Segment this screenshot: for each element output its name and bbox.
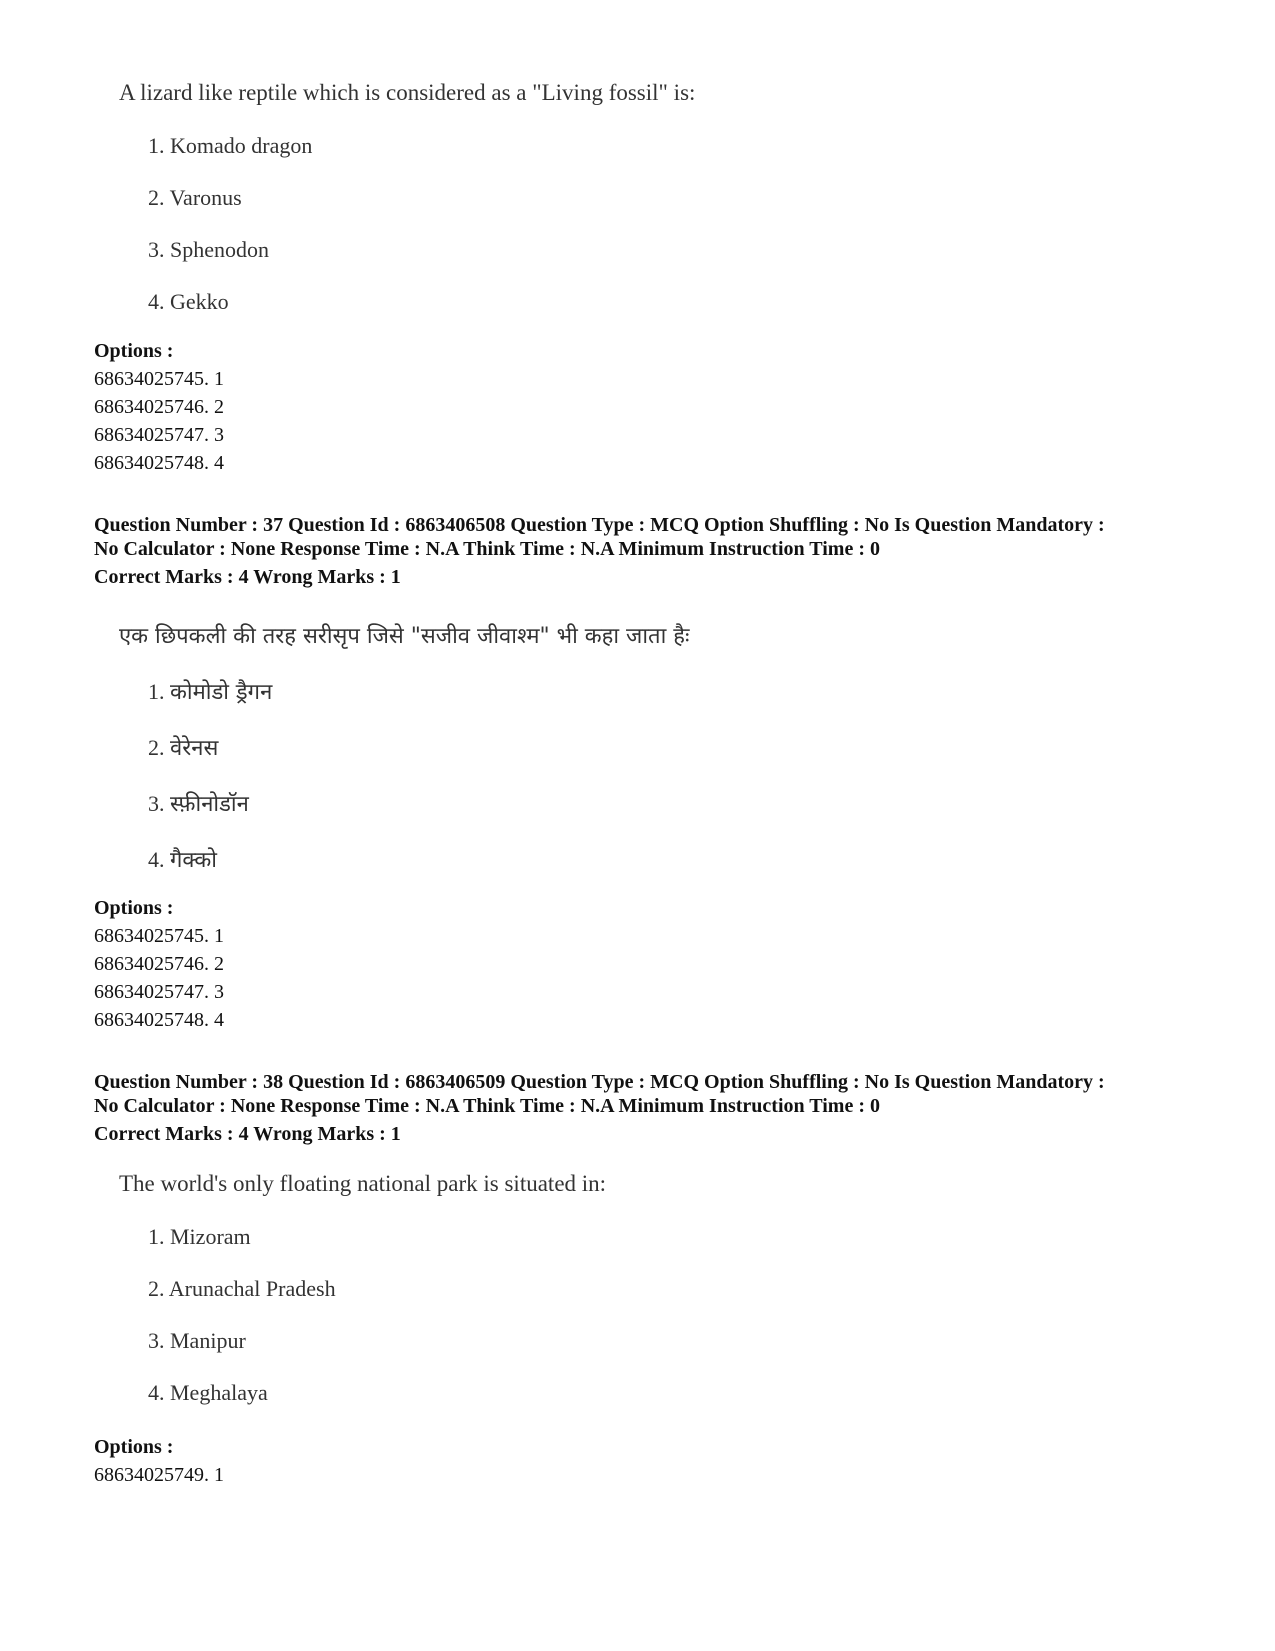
option-line: 68634025747. 3 [94, 424, 224, 446]
choice-text: Sphenodon [170, 237, 269, 262]
choice-36-3 [148, 237, 269, 263]
choice-number: 4. [148, 1380, 165, 1405]
meta-line: No Calculator : None Response Time : N.A Think Time : N.A Minimum Instruction Time : 0 [94, 538, 880, 560]
marks-37: Correct Marks : 4 Wrong Marks : 1 [94, 566, 401, 588]
choice-text: Mizoram [170, 1224, 251, 1249]
marks-38: Correct Marks : 4 Wrong Marks : 1 [94, 1123, 401, 1145]
option-line: 68634025748. 4 [94, 452, 224, 474]
options-label-37: Options : [94, 897, 174, 919]
question-text-38: The world's only floating national park is situated in: [119, 1171, 607, 1196]
choice-number: 3. [148, 791, 165, 816]
choice-number: 2. [148, 185, 165, 210]
choice-38-1 [148, 1224, 251, 1250]
question-text-36: A lizard like reptile which is considered as a "Living fossil" is: [119, 80, 696, 105]
choice-37-3 [148, 788, 249, 818]
choice-number: 4. [148, 847, 165, 872]
choice-38-2 [148, 1276, 336, 1302]
choice-37-2 [148, 732, 218, 762]
choice-37-1 [148, 676, 272, 706]
choice-text: Meghalaya [170, 1380, 268, 1405]
meta-line: Question Number : 38 Question Id : 6863406509 Question Type : MCQ Option Shuffling : No Is Question Mandatory : [94, 1071, 1105, 1093]
option-line: 68634025746. 2 [94, 396, 224, 418]
option-line: 68634025745. 1 [94, 925, 224, 947]
option-line: 68634025748. 4 [94, 1009, 224, 1031]
option-line: 68634025749. 1 [94, 1464, 224, 1486]
choice-number: 2. [148, 1276, 165, 1301]
options-label-36: Options : [94, 340, 174, 362]
choice-number: 1. [148, 679, 165, 704]
meta-line: No Calculator : None Response Time : N.A Think Time : N.A Minimum Instruction Time : 0 [94, 1095, 880, 1117]
choice-text: गैक्को [170, 848, 217, 873]
choice-text: स्फ़ीनोडॉन [170, 792, 249, 817]
choice-text: वेरेनस [170, 736, 219, 761]
choice-text: Varonus [169, 185, 242, 210]
choice-38-3 [148, 1328, 246, 1354]
choice-37-4 [148, 844, 217, 874]
choice-text: Komado dragon [170, 133, 313, 158]
question-meta-38 [94, 1070, 1204, 1118]
option-line: 68634025747. 3 [94, 981, 224, 1003]
choice-number: 2. [148, 735, 165, 760]
choice-36-1 [148, 133, 312, 159]
choice-text: Gekko [170, 289, 229, 314]
question-meta-37 [94, 513, 1204, 561]
choice-number: 1. [148, 1224, 165, 1249]
option-line: 68634025746. 2 [94, 953, 224, 975]
choice-38-4 [148, 1380, 268, 1406]
meta-line: Question Number : 37 Question Id : 6863406508 Question Type : MCQ Option Shuffling : No Is Question Mandatory : [94, 514, 1105, 536]
choice-number: 3. [148, 1328, 165, 1353]
choice-number: 4. [148, 289, 165, 314]
choice-text: कोमोडो ड्रैगन [170, 680, 273, 705]
option-line: 68634025745. 1 [94, 368, 224, 390]
options-label-38: Options : [94, 1436, 174, 1458]
choice-36-4 [148, 289, 229, 315]
choice-text: Arunachal Pradesh [168, 1276, 336, 1301]
choice-number: 3. [148, 237, 165, 262]
choice-number: 1. [148, 133, 165, 158]
choice-text: Manipur [170, 1328, 246, 1353]
choice-36-2 [148, 185, 242, 211]
question-text-37: एक छिपकली की तरह सरीसृप जिसे "सजीव जीवाश्म" भी कहा जाता हैः [119, 624, 690, 649]
